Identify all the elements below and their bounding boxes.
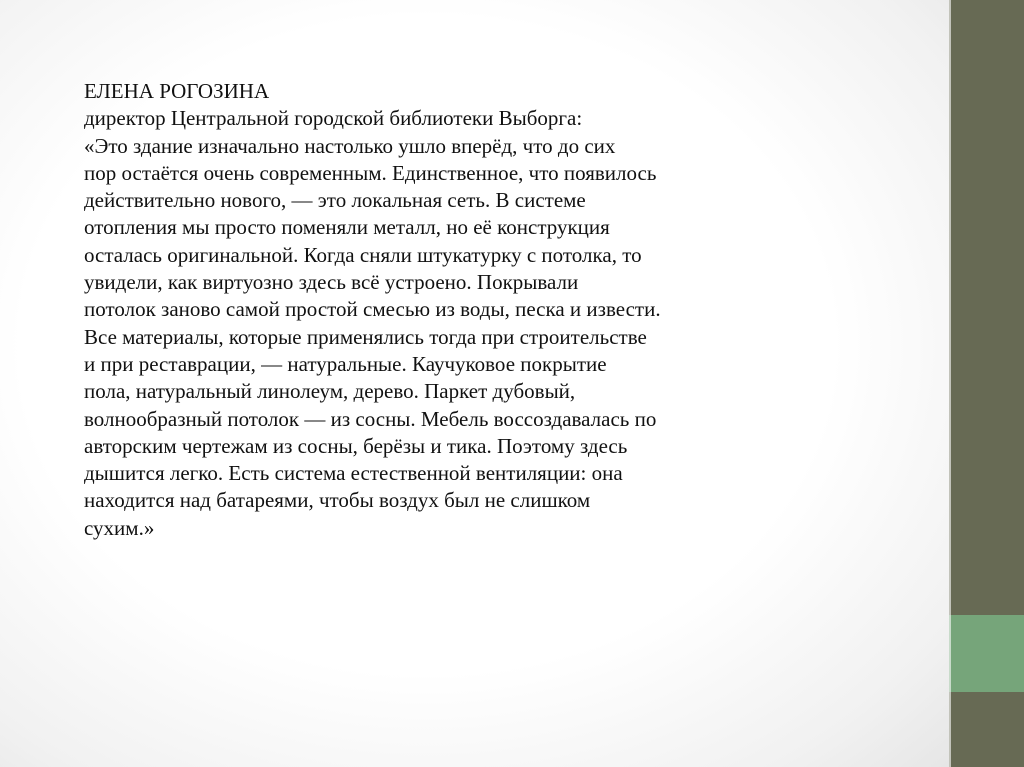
- sidebar-accent-block: [949, 615, 1024, 692]
- sidebar-divider: [949, 0, 951, 767]
- sidebar-dark-block-bottom: [949, 692, 1024, 767]
- sidebar-dark-block: [949, 0, 1024, 615]
- speaker-role: директор Центральной городской библиотеки Выборга:: [84, 106, 583, 131]
- speaker-name: ЕЛЕНА РОГОЗИНА: [84, 79, 270, 103]
- decorative-sidebar: [949, 0, 1024, 767]
- quote-body: «Это здание изначально настолько ушло вперёд, что до сих пор остаётся очень современным. Единственное, что появилось действительно нового, — это локальная сеть. В системе отопления мы просто поменяли металл, но её конструкция осталась оригинальной. Когда сняли штукатурку с потолка, то увидели, как виртуозно здесь всё устроено. Покрывали потолок заново самой простой смесью из воды, песка и извести. Все материалы, которые применялись тогда при строительстве и при реставрации, — натуральные. Каучуковое покрытие пола, натуральный линолеум, дерево. Паркет дубовый, волнообразный потолок — из сосны. Мебель воссоздавалась по авторским чертежам из сосны, берёзы и тика. Поэтому здесь дышится легко. Есть система естественной вентиляции: она находится над батареями, чтобы воздух был не слишком сухим.»: [84, 133, 661, 540]
- quote-text-block: [84, 78, 784, 542]
